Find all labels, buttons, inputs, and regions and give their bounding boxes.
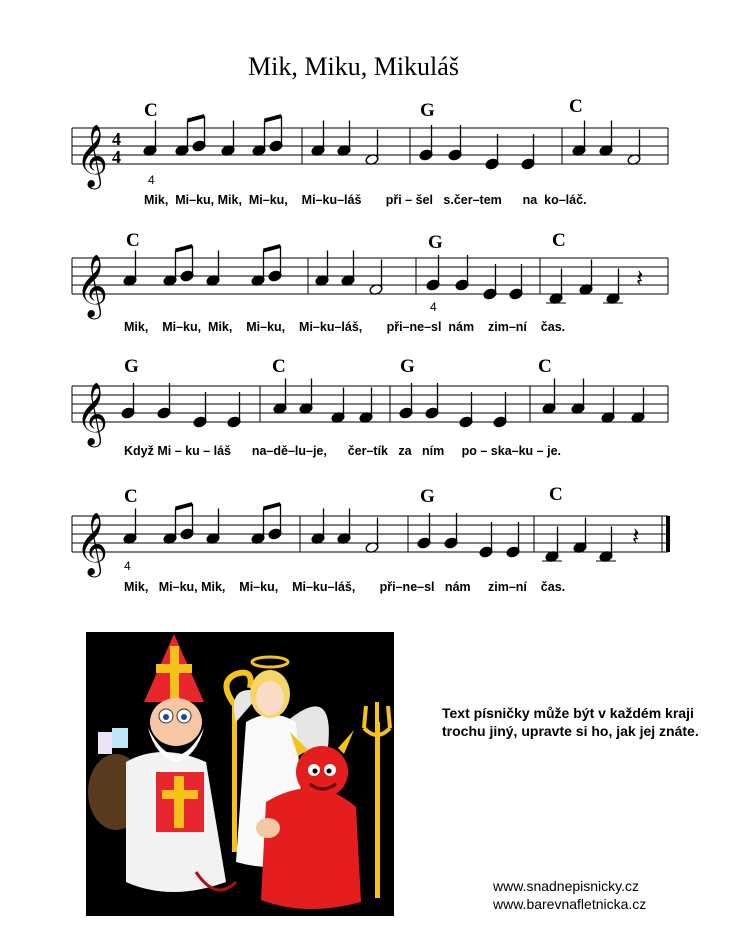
mitre-cross bbox=[156, 664, 192, 673]
chord-label: C bbox=[126, 230, 140, 251]
saint-nicholas-angel-devil-illustration bbox=[86, 632, 394, 916]
angel-face bbox=[256, 681, 284, 715]
treble-clef: 𝄞 bbox=[76, 254, 108, 317]
devil-hand bbox=[256, 818, 280, 838]
note-beam bbox=[176, 246, 193, 251]
devil-body bbox=[261, 788, 361, 909]
chord-label: C bbox=[552, 230, 566, 251]
time-signature: 4 bbox=[112, 147, 121, 167]
trident-staff bbox=[375, 722, 380, 898]
fingering-number: 4 bbox=[430, 300, 437, 314]
chord-label: C bbox=[272, 356, 286, 377]
halo bbox=[252, 657, 288, 667]
pupil bbox=[181, 714, 187, 720]
chord-label: C bbox=[144, 100, 158, 121]
website-link[interactable]: www.snadnepisnicky.cz bbox=[493, 878, 640, 894]
chord-label: G bbox=[124, 356, 139, 377]
lyrics-line: Mik, Mi–ku, Mik, Mi–ku, Mi–ku–láš, při–ne–sl nám zim–ní čas. bbox=[124, 580, 566, 594]
note-beam bbox=[265, 116, 282, 121]
chord-label: C bbox=[124, 486, 138, 507]
chord-label: C bbox=[538, 356, 552, 377]
song-title: Mik, Miku, Mikuláš bbox=[248, 52, 459, 81]
chord-label: C bbox=[549, 484, 563, 505]
time-signature: 4 bbox=[112, 129, 121, 149]
treble-clef: 𝄞 bbox=[76, 512, 108, 575]
pupil bbox=[327, 769, 332, 774]
chord-label: G bbox=[428, 232, 443, 253]
devil-horn bbox=[338, 730, 354, 754]
website-link[interactable]: www.barevnafletnicka.cz bbox=[493, 896, 647, 912]
crosier-staff bbox=[232, 702, 237, 852]
gift-box bbox=[112, 728, 128, 748]
illustration-svg bbox=[86, 632, 394, 916]
gift-box bbox=[98, 732, 112, 754]
lyrics-line: Mik, Mi–ku, Mik, Mi–ku, Mi–ku–láš při – šel s.čer–tem na ko–láč. bbox=[144, 193, 587, 207]
chord-label: C bbox=[569, 96, 583, 117]
pupil bbox=[313, 769, 318, 774]
pupil bbox=[163, 714, 169, 720]
lyrics-line: Mik, Mi–ku, Mik, Mi–ku, Mi–ku–láš, při–ne–sl nám zim–ní čas. bbox=[124, 320, 566, 334]
note-beam bbox=[264, 246, 281, 251]
treble-clef: 𝄞 bbox=[76, 124, 108, 187]
quarter-rest: 𝄽 bbox=[636, 264, 644, 292]
cross-vertical bbox=[174, 776, 184, 828]
lyrics-line: Když Mi – ku – láš na–dě–lu–je, čer–tík za ním po – ska–ku – je. bbox=[124, 444, 561, 458]
note-beam bbox=[176, 504, 193, 509]
chord-label: G bbox=[420, 486, 435, 507]
song-note: Text písničky může být v každém kraji trochu jiný, upravte si ho, jak jej znáte. bbox=[442, 705, 699, 739]
fingering-number: 4 bbox=[124, 559, 131, 573]
quarter-rest: 𝄽 bbox=[632, 522, 640, 550]
cross-horizontal bbox=[162, 790, 198, 799]
note-beam bbox=[188, 116, 205, 121]
fingering-number: 4 bbox=[148, 173, 155, 187]
nicholas-face bbox=[150, 698, 202, 746]
chord-label: G bbox=[420, 100, 435, 121]
chord-label: G bbox=[400, 356, 415, 377]
note-beam bbox=[264, 504, 281, 509]
treble-clef: 𝄞 bbox=[76, 382, 108, 445]
